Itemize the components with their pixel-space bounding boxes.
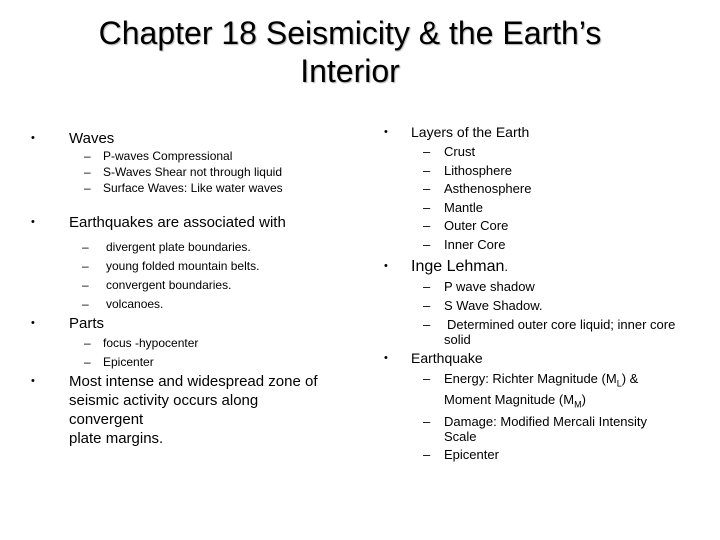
bullet-layers <box>384 123 530 142</box>
bullet-waves <box>31 129 115 148</box>
bullet-inge-lehman: • Inge Lehman. <box>384 258 509 275</box>
list-item: – P wave shadow <box>423 279 535 294</box>
bullet-dot: • <box>384 260 388 272</box>
layers-sublist <box>423 143 532 255</box>
list-item: – Lithosphere <box>423 162 512 178</box>
bullet-dot: • <box>31 375 35 387</box>
list-item: – young folded mountain belts. <box>82 259 260 273</box>
list-item: – Surface Waves: Like water waves <box>84 181 283 195</box>
list-item: – Damage: Modified Mercali Intensity Scale <box>423 414 648 445</box>
list-item: – S-Waves Shear not through liquid <box>84 165 282 179</box>
bullet-dot: • <box>31 216 35 228</box>
list-item: – volcanoes. <box>82 297 164 311</box>
list-item: – Mantle <box>423 199 484 215</box>
list-item: – Energy: Richter Magnitude $(M_L)$ & Moment Magnitude $(M_M)$ <box>423 371 639 410</box>
list-item: – Outer Core <box>423 218 509 234</box>
bullet-most-intense: • Most intense and widespread zone of seismic activity occurs along convergent plate margins. <box>31 373 318 447</box>
earthquake-sublist <box>423 371 648 463</box>
bullet-dot: • <box>384 352 388 364</box>
bullet-earthquakes-associated <box>31 213 286 232</box>
layers-label: Layers of the Earth <box>411 124 530 140</box>
list-item: – S Wave Shadow. <box>423 297 543 313</box>
list-item: – Determined outer core liquid; inner core solid <box>423 317 676 348</box>
list-item: – Epicenter <box>423 447 499 463</box>
parts-label: Parts <box>69 315 105 332</box>
list-item: – divergent plate boundaries. <box>82 240 251 254</box>
waves-label: Waves <box>69 130 115 147</box>
waves-sublist <box>84 149 283 196</box>
list-item: – Epicenter <box>84 355 154 369</box>
bullet-parts <box>31 314 105 333</box>
slide-title-line-1: Chapter 18 Seismicity & the Earth’s <box>98 15 602 51</box>
bullet-dot: • <box>31 132 35 144</box>
list-item: – Asthenosphere <box>423 181 532 197</box>
bullet-dot: • <box>384 126 388 138</box>
bullet-dot: • <box>31 317 35 329</box>
list-item: – convergent boundaries. <box>82 278 232 292</box>
inge-lehman-label: Inge Lehman <box>411 258 505 275</box>
slide-title-line-2: Interior <box>300 53 400 89</box>
parts-sublist <box>84 334 199 372</box>
earthquakes-sublist <box>82 238 260 314</box>
bullet-earthquake <box>384 349 483 368</box>
earthquakes-label: Earthquakes are associated with <box>69 214 286 231</box>
list-item: – Crust <box>423 144 476 159</box>
list-item: – P-waves Compressional <box>84 149 233 163</box>
lehman-sublist <box>423 278 676 348</box>
list-item: – Inner Core <box>423 236 506 252</box>
earthquake-label: Earthquake <box>411 350 483 366</box>
list-item: – focus -hypocenter <box>84 336 199 350</box>
right-column <box>360 0 720 540</box>
